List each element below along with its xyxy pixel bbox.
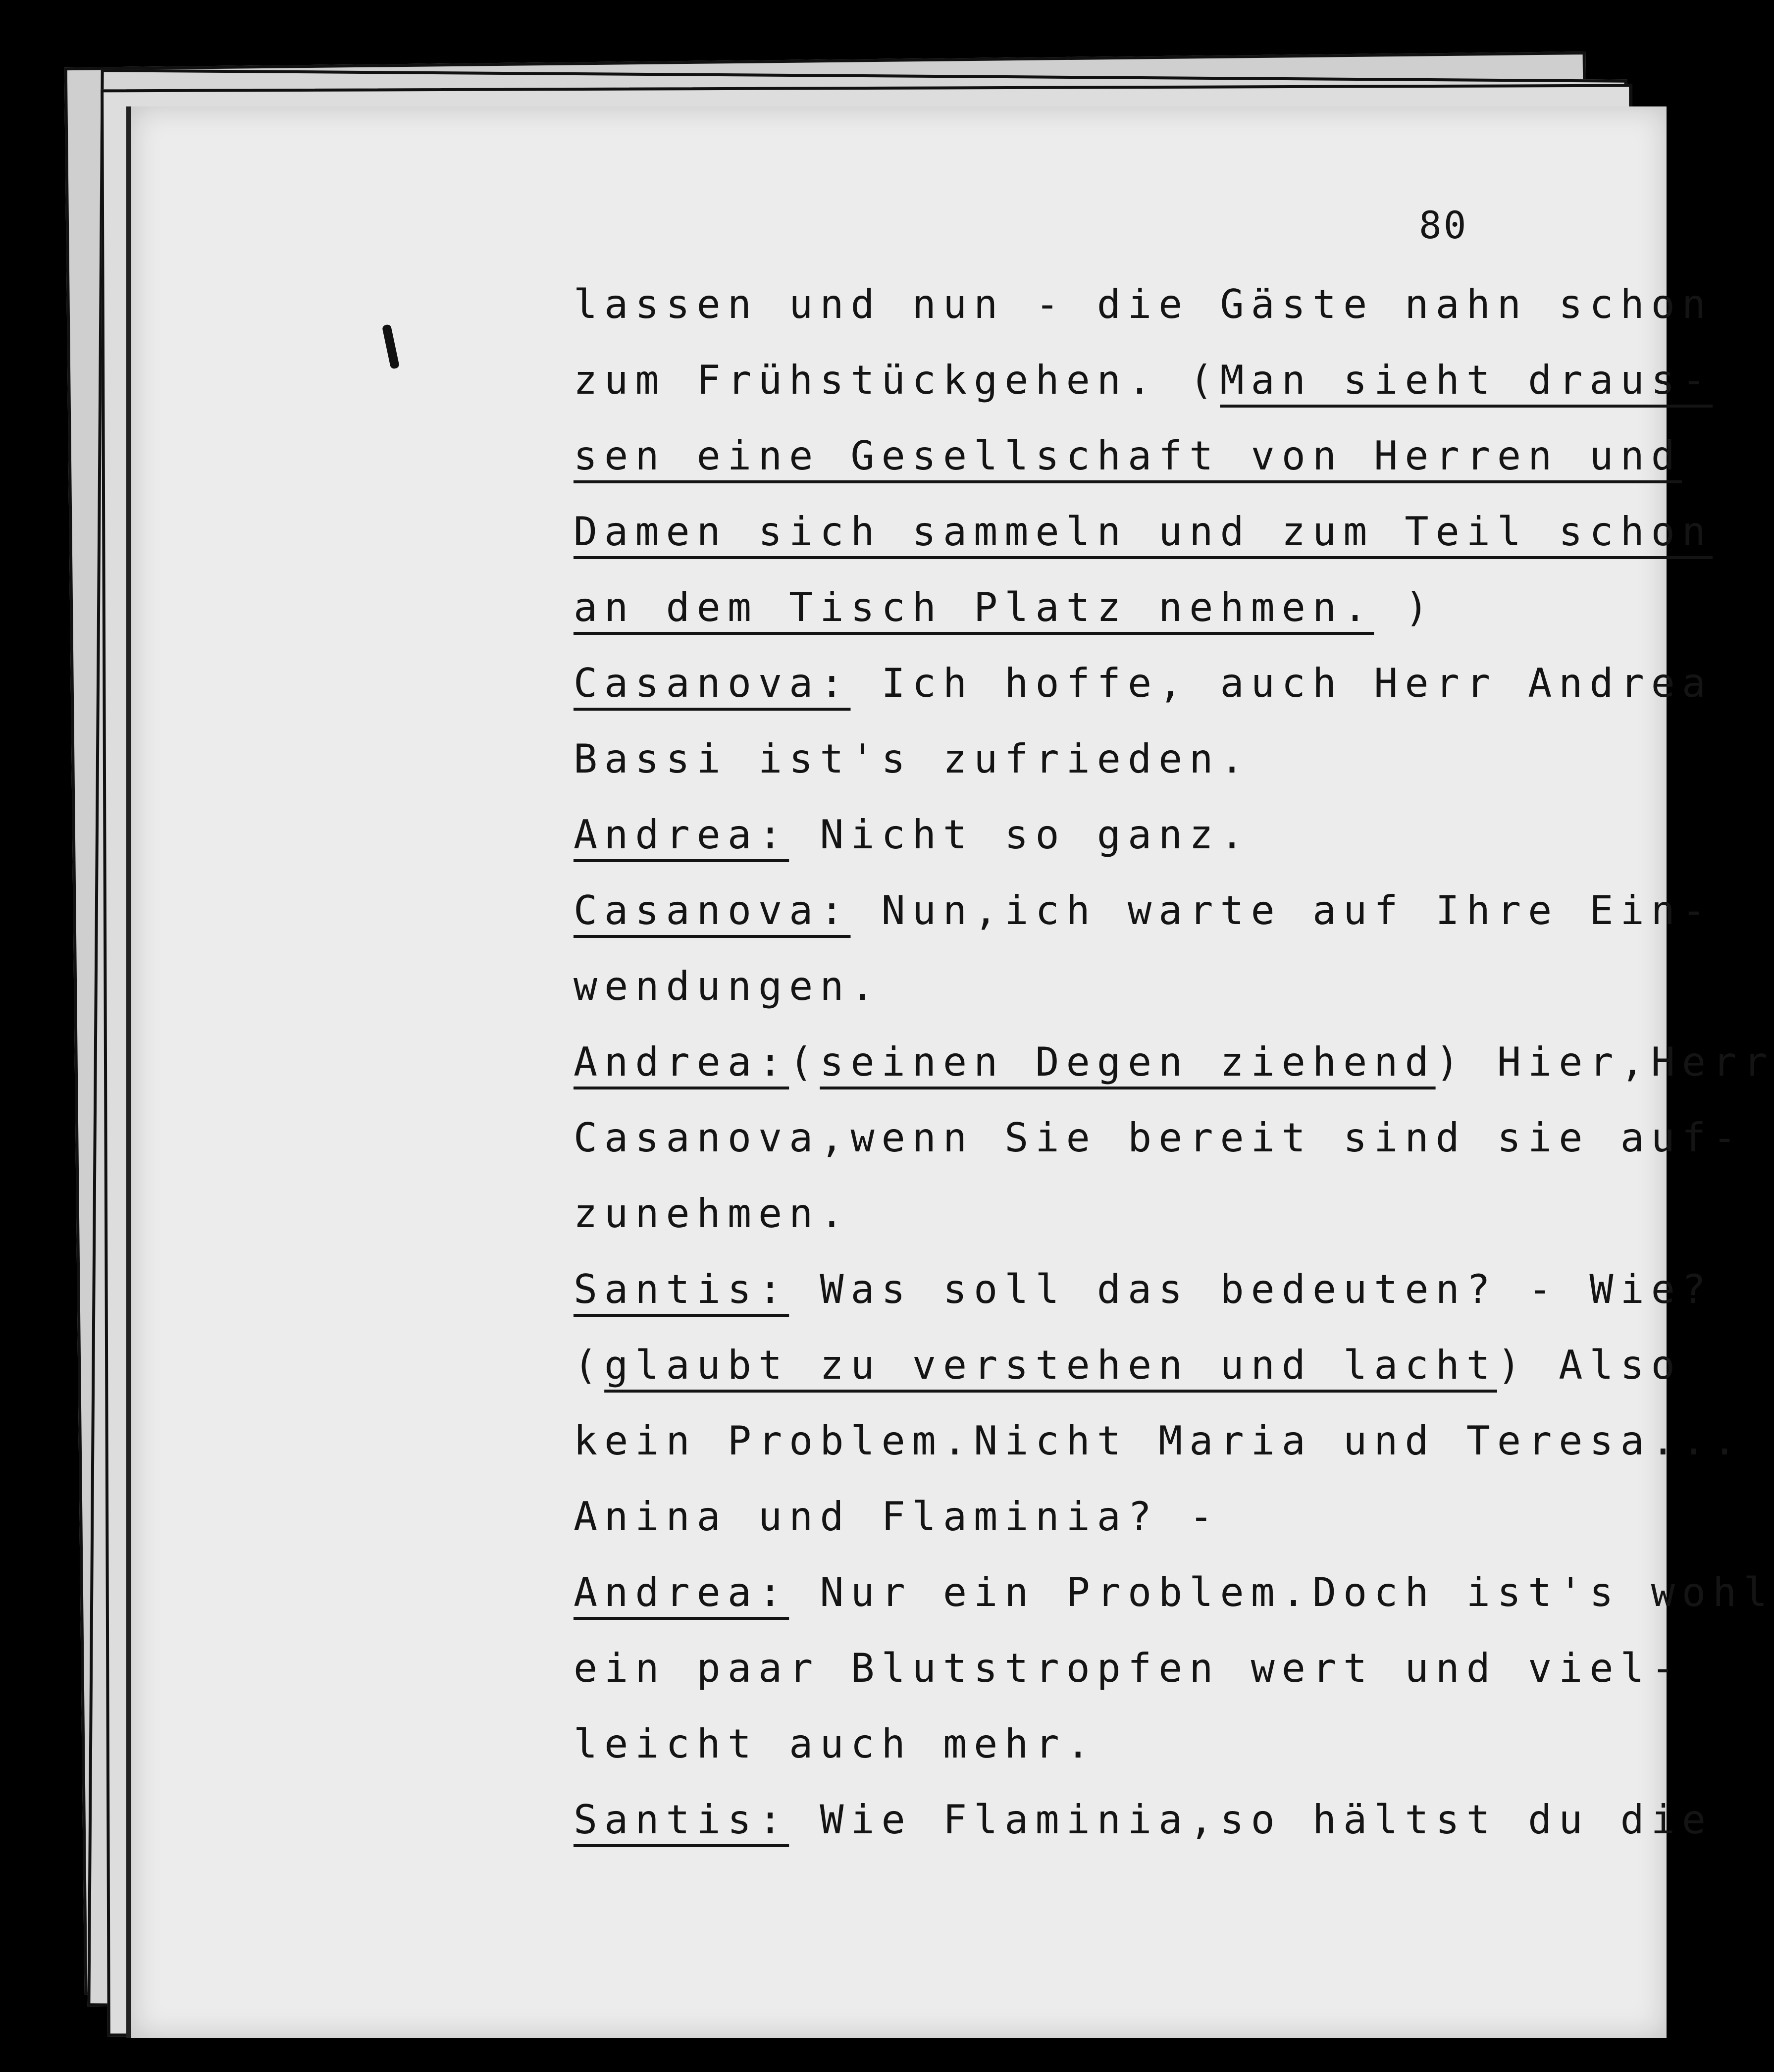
margin-mark <box>382 324 400 369</box>
line-text: Nicht so ganz. <box>789 812 1251 858</box>
line-text: wendungen. <box>574 963 882 1009</box>
line-text: ) <box>1374 584 1436 630</box>
line-text: Nun,ich warte auf Ihre Ein- <box>850 887 1713 933</box>
text-line <box>574 879 1713 954</box>
line-text: ( <box>789 1039 820 1085</box>
line-text: ein paar Blutstropfen wert und viel- <box>574 1645 1682 1691</box>
underlined-text: seinen Degen ziehend <box>820 1039 1436 1085</box>
text-line <box>574 954 1604 1030</box>
line-text: zum Frühstückgehen. ( <box>574 357 1220 403</box>
text-line <box>574 1636 1682 1712</box>
text-line <box>574 348 1713 424</box>
text-line <box>574 1485 1604 1560</box>
line-text: lassen und nun - die Gäste nahn schon <box>574 281 1713 327</box>
line-text: Was soll das bedeuten? - Wie? <box>789 1266 1713 1312</box>
underlined-text: Santis: <box>574 1266 789 1312</box>
underlined-text: Casanova: <box>574 887 851 933</box>
text-line <box>574 272 1713 348</box>
line-text: ) Hier,Herr <box>1435 1039 1774 1085</box>
underlined-text: Damen sich sammeln und zum Teil schon <box>574 509 1713 555</box>
underlined-text: Santis: <box>574 1797 789 1843</box>
line-text: leicht auch mehr. <box>574 1721 1097 1767</box>
underlined-text: Andrea: <box>574 1569 789 1615</box>
text-line <box>574 575 1604 651</box>
line-text: zunehmen. <box>574 1191 851 1237</box>
line-text: Bassi ist's zufrieden. <box>574 736 1251 782</box>
page-number: 80 <box>1419 203 1468 247</box>
line-text: Wie Flaminia,so hältst du die <box>789 1797 1713 1843</box>
underlined-text: Man sieht draus- <box>1220 357 1713 403</box>
text-line <box>574 803 1604 879</box>
text-line <box>574 1788 1713 1864</box>
line-text: ( <box>574 1342 605 1388</box>
underlined-text: Andrea: <box>574 1039 789 1085</box>
text-line <box>574 424 1682 500</box>
text-line <box>574 651 1713 727</box>
text-line <box>574 1257 1713 1333</box>
text-line <box>574 1333 1682 1409</box>
line-text: kein Problem.Nicht Maria und Teresa... <box>574 1418 1744 1464</box>
underlined-text: sen eine Gesellschaft von Herren und <box>574 433 1682 479</box>
line-text: Anina und Flaminia? - <box>574 1494 1220 1540</box>
text-line <box>574 727 1604 803</box>
text-line <box>574 1030 1774 1106</box>
text-line <box>574 500 1713 575</box>
line-text: Ich hoffe, auch Herr Andrea <box>850 660 1713 706</box>
text-line <box>574 1106 1744 1182</box>
underlined-text: an dem Tisch Platz nehmen. <box>574 584 1374 630</box>
line-text: ) Also <box>1497 1342 1682 1388</box>
underlined-text: Andrea: <box>574 812 789 858</box>
line-text: Nur ein Problem.Doch ist's wohl <box>789 1569 1774 1615</box>
text-line <box>574 1182 1604 1257</box>
underlined-text: Casanova: <box>574 660 851 706</box>
script-text-block <box>574 272 1774 1864</box>
underlined-text: glaubt zu verstehen und lacht <box>604 1342 1497 1388</box>
text-line <box>574 1560 1774 1636</box>
text-line <box>574 1712 1604 1788</box>
text-line <box>574 1409 1744 1485</box>
line-text: Casanova,wenn Sie bereit sind sie auf- <box>574 1115 1744 1161</box>
